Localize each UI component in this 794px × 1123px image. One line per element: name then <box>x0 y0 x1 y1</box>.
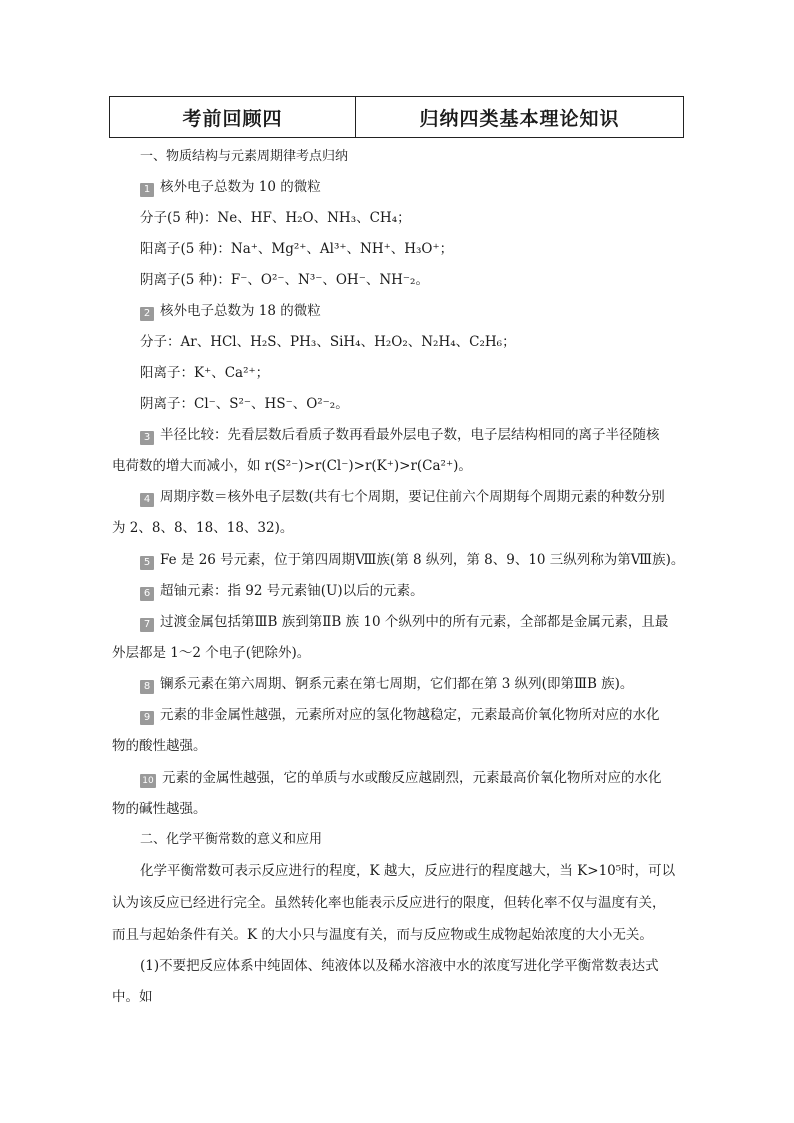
number-badge-10: 10 <box>140 774 156 788</box>
item-6-text: 超铀元素：指 92 号元素铀(U)以后的元素。 <box>160 583 424 599</box>
number-badge-4: 4 <box>140 493 154 507</box>
item-2-title-text: 核外电子总数为 18 的微粒 <box>160 303 321 319</box>
title-right: 归纳四类基本理论知识 <box>419 107 620 130</box>
item-4-text: 周期序数＝核外电子层数(共有七个周期，要记住前六个周期每个周期元素的种数分别 <box>160 489 665 505</box>
item-10-line2: 物的碱性越强。 <box>112 801 207 817</box>
title-table <box>109 96 684 138</box>
item-1-title-text: 核外电子总数为 10 的微粒 <box>160 179 321 195</box>
item-9-line2: 物的酸性越强。 <box>112 738 207 754</box>
para2-line1: (1)不要把反应体系中纯固体、纯液体以及稀水溶液中水的浓度写进化学平衡常数表达式 <box>140 958 659 974</box>
item-8-text: 镧系元素在第六周期、锕系元素在第七周期，它们都在第 3 纵列(即第ⅢB 族)。 <box>160 676 634 692</box>
title-left: 考前回顾四 <box>110 97 356 137</box>
item-2-cations: 阳离子：K⁺、Ca²⁺； <box>140 365 270 381</box>
number-badge-5: 5 <box>140 556 154 570</box>
item-8-line1 <box>140 674 633 694</box>
item-1-molecules: 分子(5 种)：Ne、HF、H₂O、NH₃、CH₄； <box>140 210 411 226</box>
item-9-text: 元素的非金属性越强，元素所对应的氢化物越稳定，元素最高价氧化物所对应的水化 <box>160 707 660 723</box>
para1-line3: 而且与起始条件有关。K 的大小只与温度有关，而与反应物或生成物起始浓度的大小无关。 <box>112 927 653 943</box>
item-3-text: 半径比较：先看层数后看质子数再看最外层电子数，电子层结构相同的离子半径随核 <box>160 427 660 443</box>
item-1-cations: 阳离子(5 种)：Na⁺、Mg²⁺、Al³⁺、NH⁺、H₃O⁺； <box>140 241 454 257</box>
number-badge-1: 1 <box>140 183 154 197</box>
number-badge-9: 9 <box>140 711 154 725</box>
item-10-line1 <box>140 768 662 788</box>
section-heading-1: 一、物质结构与元素周期律考点归纳 <box>140 149 349 164</box>
item-2-molecules: 分子：Ar、HCl、H₂S、PH₃、SiH₄、H₂O₂、N₂H₄、C₂H₆； <box>140 334 516 350</box>
item-2-anions: 阴离子：Cl⁻、S²⁻、HS⁻、O²⁻₂。 <box>140 396 349 412</box>
section-heading-2: 二、化学平衡常数的意义和应用 <box>140 832 323 847</box>
item-4-line2: 为 2、8、8、18、18、32)。 <box>112 520 294 536</box>
item-5-text: Fe 是 26 号元素，位于第四周期Ⅷ族(第 8 纵列，第 8、9、10 三纵列称为第Ⅷ族)。 <box>160 552 685 568</box>
item-7-line2: 外层都是 1～2 个电子(钯除外)。 <box>112 645 311 661</box>
item-1-title <box>140 177 321 197</box>
item-9-line1 <box>140 705 660 725</box>
number-badge-3: 3 <box>140 431 154 445</box>
item-1-anions: 阴离子(5 种)：F⁻、O²⁻、N³⁻、OH⁻、NH⁻₂。 <box>140 272 429 288</box>
number-badge-6: 6 <box>140 587 154 601</box>
item-4-line1 <box>140 487 665 507</box>
item-3-line1 <box>140 425 660 445</box>
item-3-line2: 电荷数的增大而减小，如 r(S²⁻)>r(Cl⁻)>r(K⁺)>r(Ca²⁺)。 <box>112 458 472 474</box>
number-badge-2: 2 <box>140 307 154 321</box>
item-6-line1 <box>140 581 424 601</box>
item-7-line1 <box>140 612 668 632</box>
item-2-title <box>140 301 321 321</box>
number-badge-7: 7 <box>140 618 154 632</box>
item-7-text: 过渡金属包括第ⅢB 族到第ⅡB 族 10 个纵列中的所有元素，全部都是金属元素，且最 <box>160 614 669 630</box>
para1-line1: 化学平衡常数可表示反应进行的程度，K 越大，反应进行的程度越大，当 K>10⁵时，可以 <box>140 863 676 879</box>
item-5-line1 <box>140 550 684 570</box>
para1-line2: 认为该反应已经进行完全。虽然转化率也能表示反应进行的限度，但转化率不仅与温度有关， <box>112 895 666 911</box>
para2-line2: 中。如 <box>112 989 153 1005</box>
item-10-text: 元素的金属性越强，它的单质与水或酸反应越剧烈，元素最高价氧化物所对应的水化 <box>162 770 662 786</box>
number-badge-8: 8 <box>140 680 154 694</box>
